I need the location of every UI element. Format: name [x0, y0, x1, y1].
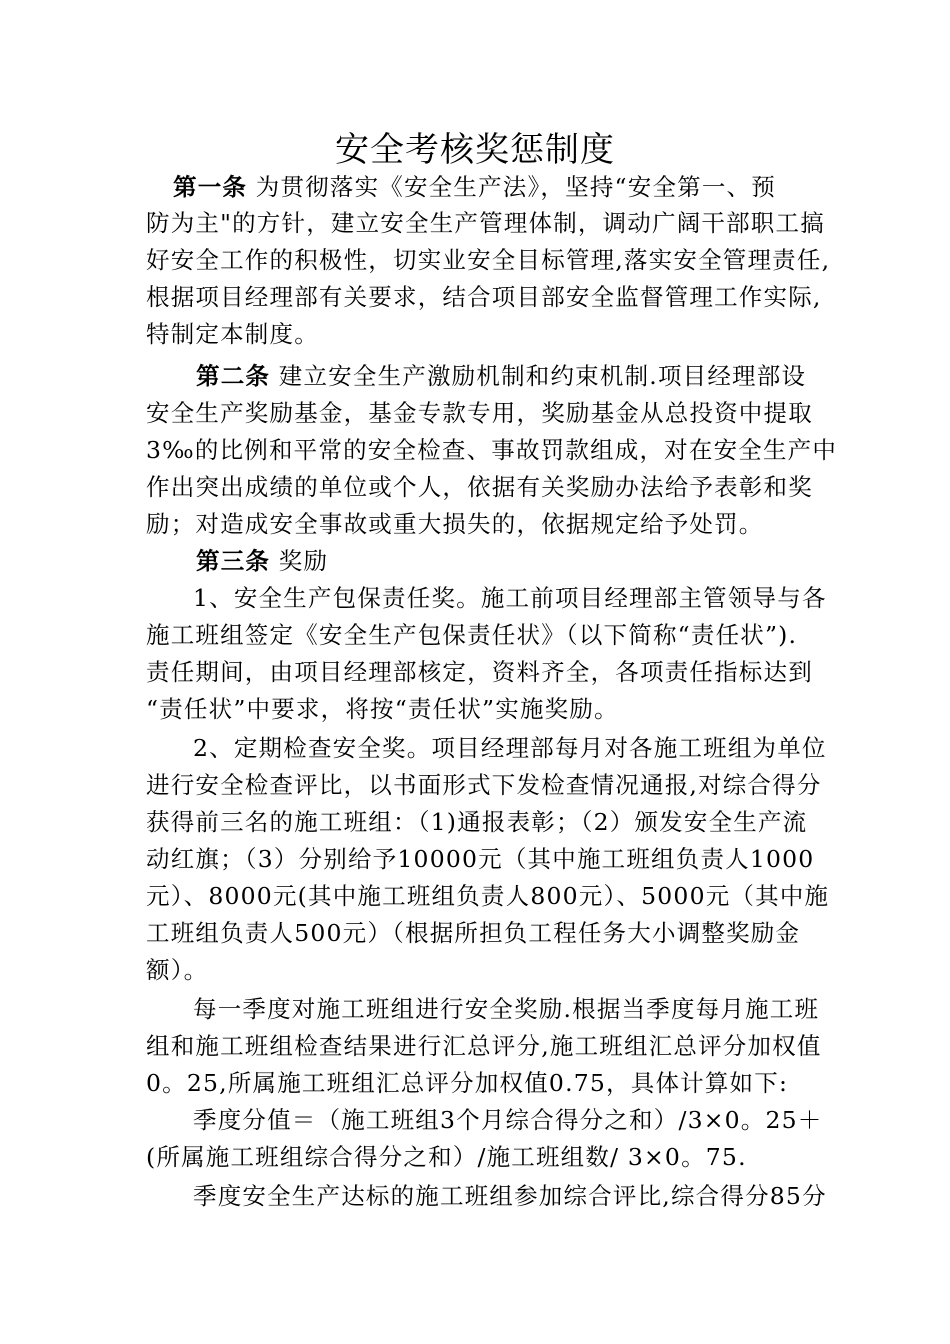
formula-line: (所属施工班组综合得分之和）/施工班组数/ 3×0。75.	[146, 1143, 747, 1171]
item-1-line: 施工班组签定《安全生产包保责任状》（以下简称“责任状”).	[146, 621, 798, 649]
item-2-line: 2、定期检查安全奖。项目经理部每月对各施工班组为单位	[193, 734, 827, 762]
item-1-line: 责任期间，由项目经理部核定，资料齐全，各项责任指标达到	[146, 658, 813, 686]
item-1-line: “责任状”中要求，将按“责任状”实施奖励。	[146, 695, 619, 723]
item-2-line: 元）、8000元(其中施工班组负责人800元）、5000元（其中施	[146, 882, 830, 910]
document-title: 安全考核奖惩制度	[335, 130, 615, 170]
formula-line: 季度分值＝（施工班组3个月综合得分之和）/3×0。25＋	[193, 1106, 823, 1134]
article-1-first-line	[173, 172, 776, 202]
article-2-heading: 第二条	[196, 362, 271, 390]
item-2-line: 工班组负责人500元）（根据所担负工程任务大小调整奖励金	[146, 919, 801, 947]
article-1-text: 为贯彻落实《安全生产法》，坚持“安全第一、预	[255, 173, 776, 201]
article-1-line: 特制定本制度。	[146, 320, 319, 348]
article-2-first-line	[196, 361, 806, 391]
article-2-line: 安全生产奖励基金，基金专款专用，奖励基金从总投资中提取	[146, 399, 813, 427]
article-2-line: 作出突出成绩的单位或个人，依据有关奖励办法给予表彰和奖	[146, 473, 813, 501]
article-1-line: 根据项目经理部有关要求，结合项目部安全监督管理工作实际,	[146, 283, 822, 311]
article-3-first-line	[196, 546, 328, 576]
quarterly-line: 0。25,所属施工班组汇总评分加权值0.75，具体计算如下:	[146, 1069, 789, 1097]
item-1-line: 1、安全生产包保责任奖。施工前项目经理部主管领导与各	[193, 584, 827, 612]
article-2-line: 3‰的比例和平常的安全检查、事故罚款组成，对在安全生产中	[146, 436, 838, 464]
article-1-line: 好安全工作的积极性，切实业安全目标管理,落实安全管理责任,	[146, 246, 831, 274]
article-1-heading: 第一条	[173, 173, 248, 201]
item-2-line: 额）。	[146, 956, 209, 984]
article-2-line: 励；对造成安全事故或重大损失的，依据规定给予处罚。	[146, 510, 764, 538]
quarterly-line: 组和施工班组检查结果进行汇总评分,施工班组汇总评分加权值	[146, 1032, 822, 1060]
article-2-text: 建立安全生产激励机制和约束机制.项目经理部设	[278, 362, 807, 390]
article-3-heading: 第三条	[196, 547, 271, 575]
item-2-line: 动红旗；（3）分别给予10000元（其中施工班组负责人1000	[146, 845, 815, 873]
article-1-line: 防为主"的方针，建立安全生产管理体制，调动广阔干部职工搞	[146, 209, 825, 237]
quarterly-line: 每一季度对施工班组进行安全奖励.根据当季度每月施工班	[193, 995, 820, 1023]
item-2-line: 获得前三名的施工班组：（1)通报表彰；（2）颁发安全生产流	[146, 808, 808, 836]
item-2-line: 进行安全检查评比，以书面形式下发检查情况通报,对综合得分	[146, 771, 822, 799]
final-line: 季度安全生产达标的施工班组参加综合评比,综合得分85分	[193, 1182, 827, 1210]
article-3-heading-text: 奖励	[278, 547, 329, 575]
